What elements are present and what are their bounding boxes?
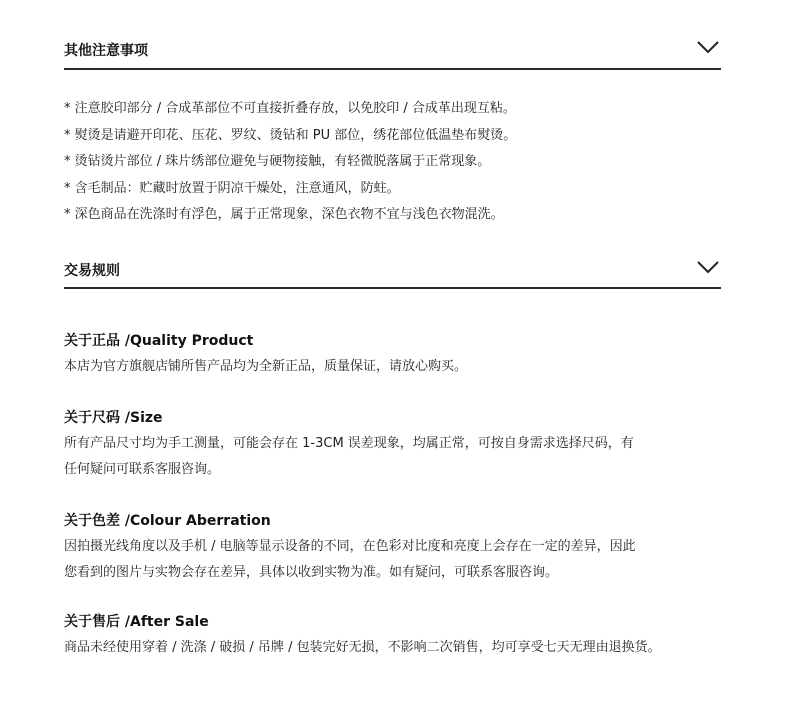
- rule-text-line: 所有产品尺寸均为手工测量，可能会存在 1-3CM 误差现象，均属正常，可按自身需求选择尺码，有: [64, 436, 634, 451]
- rule-after-sale: [64, 611, 764, 661]
- rule-quality-body: [64, 354, 764, 380]
- care-note-item: * 深色商品在洗涤时有浮色，属于正常现象，深色衣物不宜与浅色衣物混洗。: [64, 207, 504, 222]
- care-note-item: * 熨烫是请避开印花、压花、罗纹、烫钻和 PU 部位，绣花部位低温垫布熨烫。: [64, 127, 517, 143]
- trade-section-header[interactable]: [64, 254, 721, 284]
- trade-section-title: 交易规则: [64, 263, 120, 279]
- rule-text-line: 因拍摄光线角度以及手机 / 电脑等显示设备的不同，在色彩对比度和亮度上会存在一定的差异，因此: [64, 539, 636, 554]
- rule-text-line: 本店为官方旗舰店铺所售产品均为全新正品，质量保证，请放心购买。: [64, 359, 468, 374]
- rule-colour-heading: 关于色差 /Colour Aberration: [64, 513, 271, 529]
- rule-quality-heading: 关于正品 /Quality Product: [64, 333, 254, 349]
- care-notes-list: [64, 96, 744, 229]
- care-note-item: * 烫钻烫片部位 / 珠片绣部位避免与硬物接触，有轻微脱落属于正常现象。: [64, 154, 491, 169]
- care-section-title: 其他注意事项: [64, 43, 148, 59]
- rule-size-heading: 关于尺码 /Size: [64, 410, 163, 426]
- care-note-item: * 注意胶印部分 / 合成革部位不可直接折叠存放，以免胶印 / 合成革出现互粘。: [64, 101, 516, 116]
- rule-colour-body: [64, 534, 764, 585]
- rule-text-line: 商品未经使用穿着 / 洗涤 / 破损 / 吊牌 / 包装完好无损，不影响二次销售，均可享受七天无理由退换货。: [64, 640, 661, 655]
- rule-text-line: 任何疑问可联系客服咨询。: [64, 461, 221, 477]
- rule-after-sale-body: [64, 635, 764, 661]
- chevron-down-icon[interactable]: [697, 40, 719, 54]
- rule-colour: [64, 510, 764, 585]
- trade-section-divider: [64, 287, 721, 289]
- care-section-header[interactable]: [64, 34, 721, 64]
- care-note-item: * 含毛制品：贮藏时放置于阴凉干燥处，注意通风，防蛀。: [64, 180, 400, 196]
- rule-size: [64, 407, 764, 482]
- care-section-divider: [64, 68, 721, 70]
- rule-text-line: 您看到的图片与实物会存在差异，具体以收到实物为准。如有疑问，可联系客服咨询。: [64, 564, 559, 580]
- chevron-down-icon[interactable]: [697, 260, 719, 274]
- rule-quality: [64, 330, 764, 380]
- rule-size-body: [64, 431, 764, 482]
- rule-after-sale-heading: 关于售后 /After Sale: [64, 614, 209, 630]
